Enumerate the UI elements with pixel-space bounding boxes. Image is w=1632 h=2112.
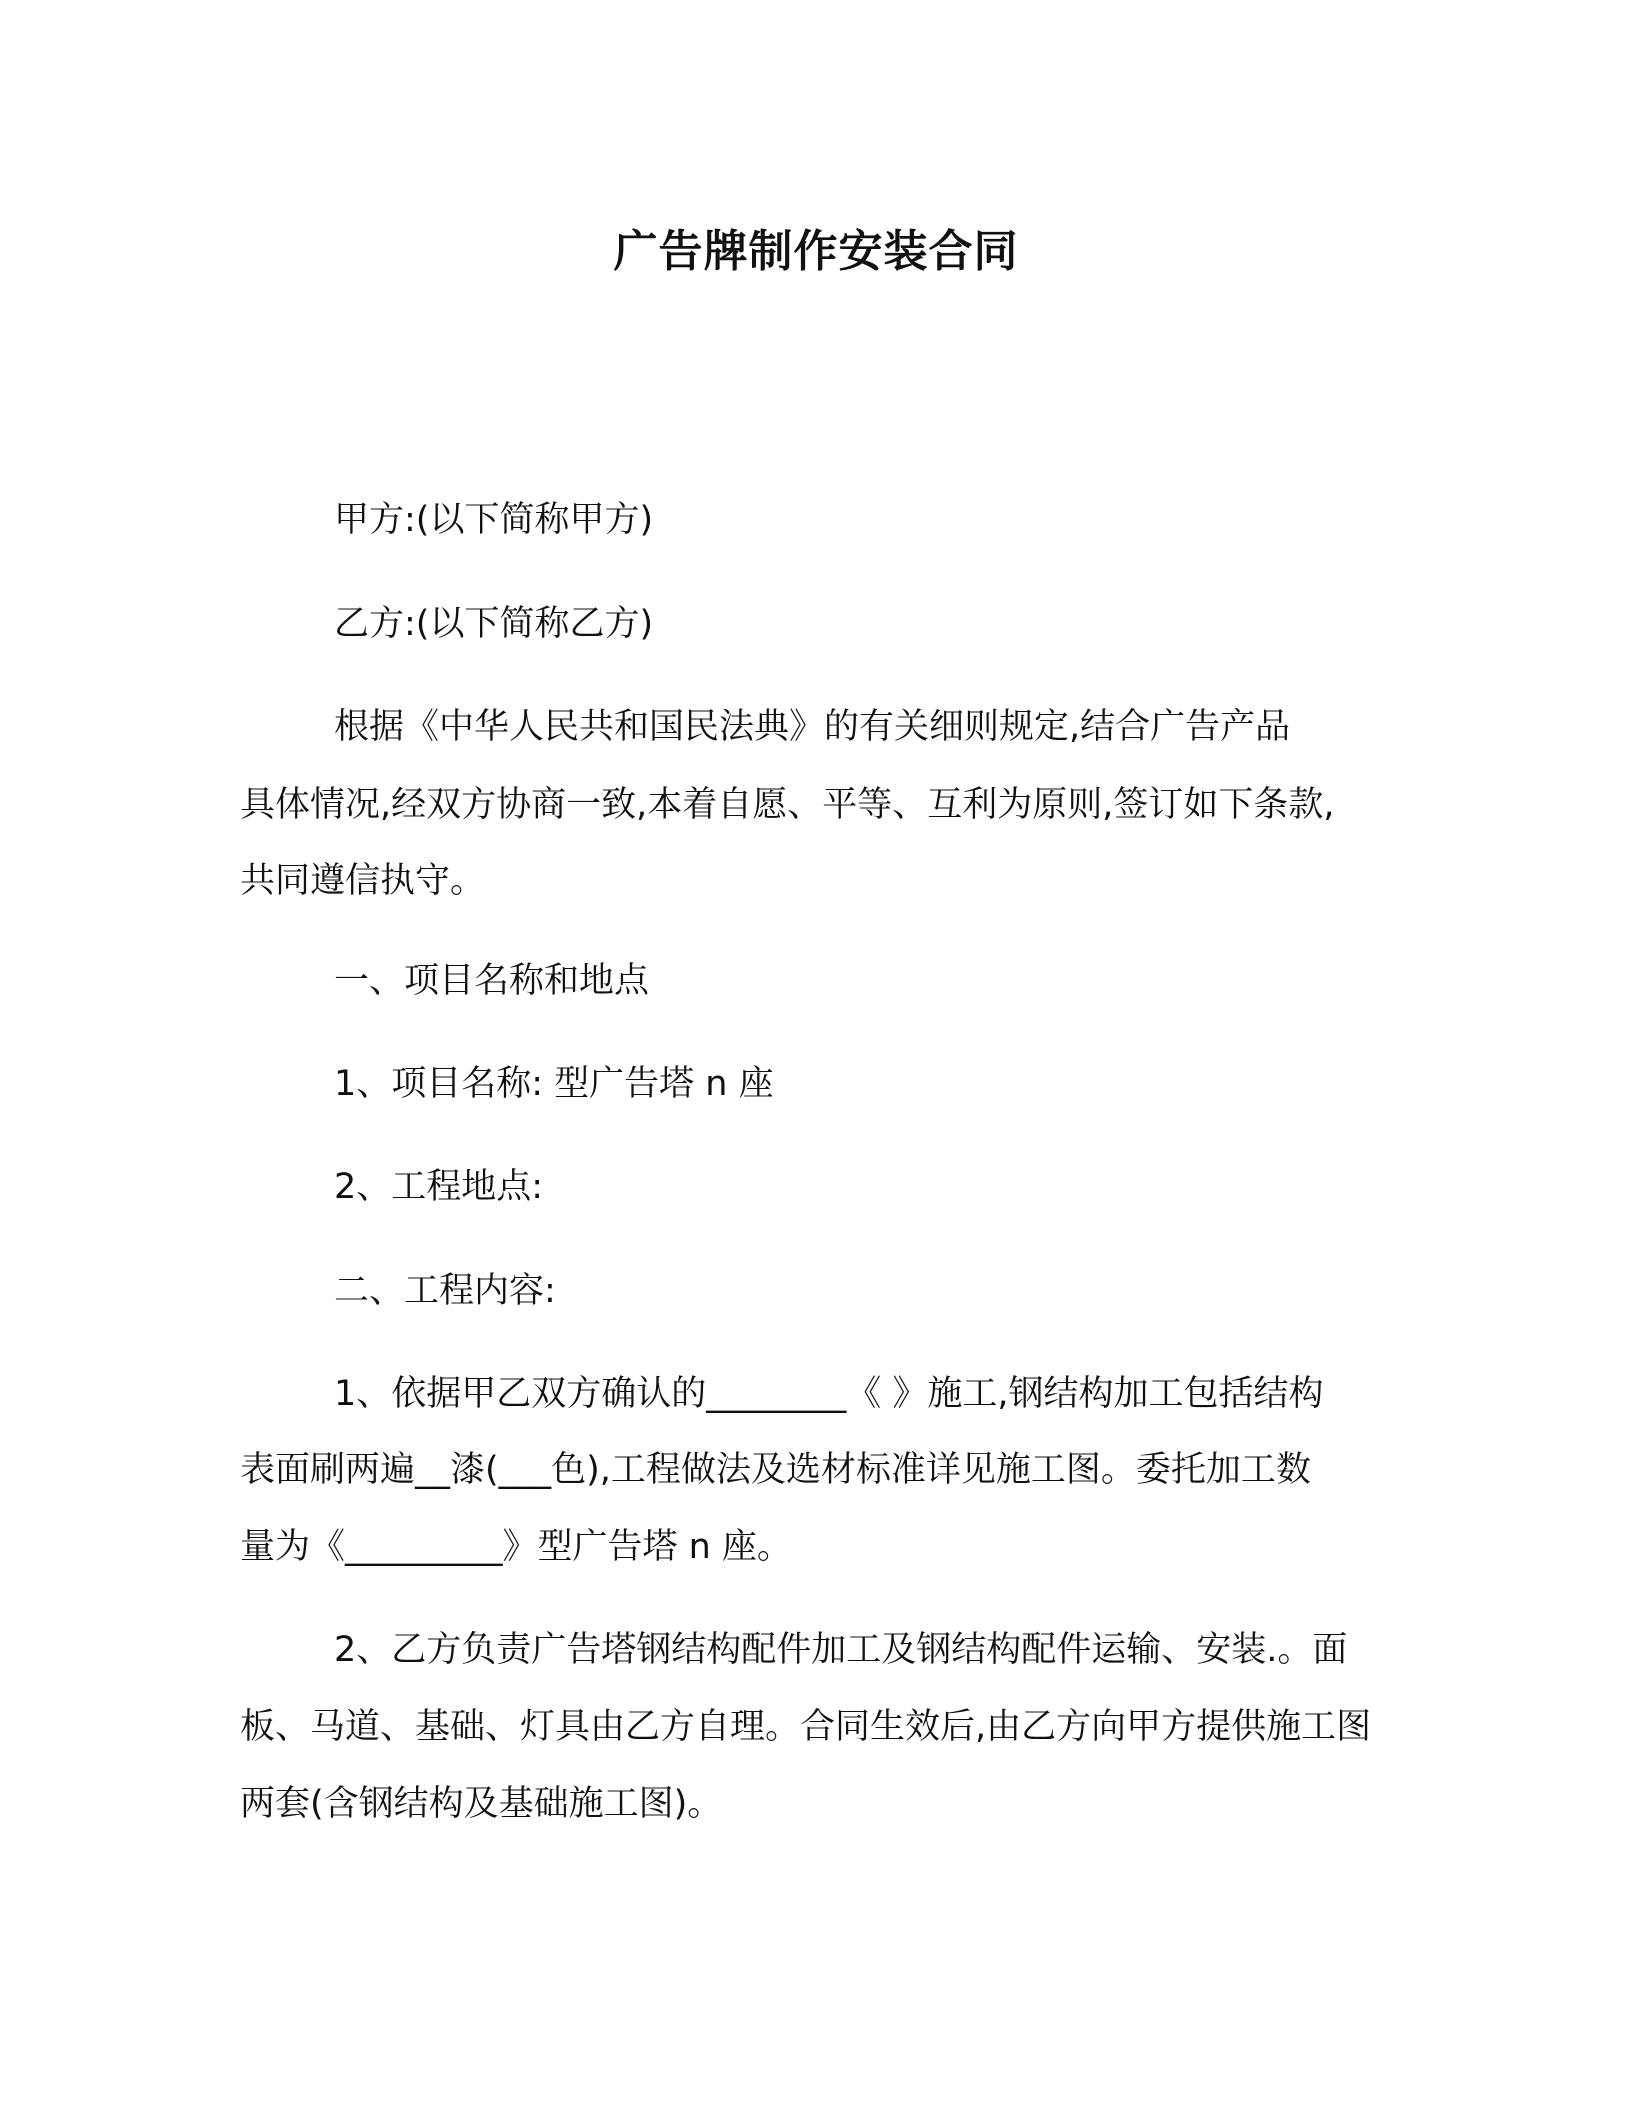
document-title: 广告牌制作安装合同: [613, 226, 1019, 277]
preamble-line-2: 具体情况,经双方协商一致,本着自愿、平等、互利为原则,签订如下条款,: [240, 785, 1335, 825]
clause-1-line-1: 1、依据甲乙双方确认的________《 》施工,钢结构加工包括结构: [334, 1374, 1324, 1414]
section-2-heading: 二、工程内容:: [334, 1271, 556, 1311]
preamble-line-1: 根据《中华人民共和国民法典》的有关细则规定,结合广告产品: [334, 707, 1291, 747]
preamble-line-3: 共同遵信执守。: [240, 861, 486, 901]
project-name-line: 1、项目名称: 型广告塔 n 座: [334, 1064, 774, 1104]
clause-1-line-3: 量为《_________》型广告塔 n 座。: [240, 1527, 792, 1567]
clause-2-line-3: 两套(含钢结构及基础施工图)。: [240, 1784, 723, 1824]
project-location-line: 2、工程地点:: [334, 1167, 544, 1207]
clause-2-line-1: 2、乙方负责广告塔钢结构配件加工及钢结构配件运输、安装.。面: [334, 1630, 1348, 1670]
party-b-line: 乙方:(以下简称乙方): [334, 604, 654, 644]
clause-1-line-2: 表面刷两遍__漆(___色),工程做法及选材标准详见施工图。委托加工数: [240, 1450, 1311, 1490]
section-1-heading: 一、项目名称和地点: [334, 961, 650, 1001]
clause-2-line-2: 板、马道、基础、灯具由乙方自理。合同生效后,由乙方向甲方提供施工图: [240, 1707, 1372, 1747]
party-a-line: 甲方:(以下简称甲方): [334, 500, 654, 540]
